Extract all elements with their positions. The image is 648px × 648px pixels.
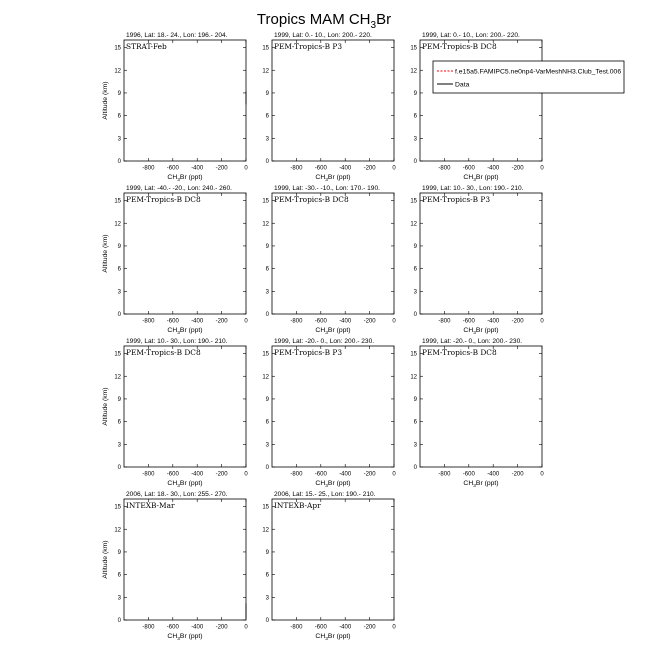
- y-tick-label: 3: [265, 289, 269, 296]
- x-tick-label: -400: [339, 471, 352, 478]
- y-tick-label: 15: [262, 504, 269, 511]
- y-tick-label: 9: [117, 90, 121, 97]
- y-tick-label: 3: [413, 289, 417, 296]
- x-tick-label: -200: [215, 165, 228, 172]
- x-tick-label: -400: [487, 165, 500, 172]
- y-tick-label: 9: [413, 396, 417, 403]
- y-tick-label: 6: [413, 113, 417, 120]
- y-tick-label: 15: [262, 198, 269, 205]
- y-tick-label: 9: [413, 90, 417, 97]
- y-tick-label: 12: [410, 374, 417, 381]
- x-axis-label: $CH_3Br$ (ppt): [315, 327, 351, 336]
- y-tick-label: 0: [413, 159, 417, 165]
- campaign-label: PEM-Tropics-B DC8: [126, 348, 201, 357]
- x-tick-label: -200: [511, 471, 524, 478]
- y-tick-label: 15: [262, 45, 269, 52]
- y-tick-label: 0: [265, 618, 269, 624]
- plot-frame: [272, 40, 394, 161]
- x-tick-label: -600: [462, 471, 475, 478]
- y-tick-label: 3: [117, 442, 121, 449]
- y-tick-label: 3: [265, 136, 269, 143]
- x-axis-label: $CH_3Br$ (ppt): [315, 174, 351, 183]
- x-axis-label: $CH_3Br$ (ppt): [463, 174, 499, 183]
- panel-grid: [102, 32, 544, 642]
- y-axis-label: Altitude (km): [102, 81, 109, 120]
- plot-frame: [272, 346, 394, 467]
- panel-header: 1999, Lat: 10.- 30., Lon: 190.- 210.: [422, 185, 524, 192]
- x-tick-label: -800: [290, 624, 303, 631]
- x-tick-label: -400: [487, 318, 500, 325]
- y-tick-label: 3: [117, 136, 121, 143]
- y-tick-label: 12: [410, 221, 417, 228]
- x-tick-label: -600: [166, 318, 179, 325]
- x-tick-label: -800: [290, 471, 303, 478]
- x-tick-label: -600: [314, 624, 327, 631]
- x-axis-label: $CH_3Br$ (ppt): [315, 633, 351, 642]
- x-tick-label: 0: [392, 318, 396, 325]
- y-tick-label: 9: [117, 396, 121, 403]
- y-tick-label: 3: [413, 442, 417, 449]
- y-tick-label: 0: [265, 312, 269, 318]
- y-tick-label: 15: [262, 351, 269, 358]
- chart-panel: [262, 491, 396, 642]
- y-tick-label: 12: [262, 527, 269, 534]
- x-axis-label: $CH_3Br$ (ppt): [463, 327, 499, 336]
- y-tick-label: 9: [265, 243, 269, 250]
- x-tick-label: -200: [363, 624, 376, 631]
- plot-frame: [124, 193, 246, 314]
- campaign-label: PEM-Tropics-B DC8: [126, 195, 201, 204]
- x-tick-label: -400: [487, 471, 500, 478]
- y-axis-label: Altitude (km): [102, 540, 109, 579]
- x-tick-label: -400: [191, 318, 204, 325]
- y-tick-label: 12: [262, 68, 269, 75]
- campaign-label: PEM-Tropics-B DC8: [422, 348, 497, 357]
- plot-frame: [420, 40, 542, 161]
- panel-header: 1999, Lat: 0.- 10., Lon: 200.- 220.: [422, 32, 520, 39]
- x-tick-label: -400: [339, 165, 352, 172]
- x-tick-label: -800: [142, 624, 155, 631]
- campaign-label: PEM-Tropics-B P3: [274, 42, 343, 51]
- y-tick-label: 3: [117, 289, 121, 296]
- x-tick-label: 0: [540, 318, 544, 325]
- chart-panel: [410, 32, 544, 183]
- x-tick-label: -200: [363, 471, 376, 478]
- chart-panel: [102, 491, 248, 642]
- y-tick-label: 0: [265, 159, 269, 165]
- campaign-label: PEM-Tropics-B DC8: [422, 42, 497, 51]
- y-tick-label: 3: [265, 442, 269, 449]
- y-axis-label: Altitude (km): [102, 234, 109, 273]
- legend: [433, 61, 624, 93]
- figure-title: Tropics MAM $CH_3Br$: [256, 11, 392, 31]
- chart-panel: [102, 185, 248, 336]
- x-tick-label: -800: [438, 318, 451, 325]
- x-tick-label: -800: [290, 318, 303, 325]
- x-tick-label: -400: [339, 318, 352, 325]
- y-tick-label: 15: [114, 504, 121, 511]
- panel-header: 1999, Lat: -30.- -10., Lon: 170.- 190.: [274, 185, 380, 192]
- y-tick-label: 9: [265, 90, 269, 97]
- x-tick-label: -600: [314, 165, 327, 172]
- y-tick-label: 12: [262, 374, 269, 381]
- panel-header: 1996, Lat: 18.- 24., Lon: 196.- 204.: [126, 32, 228, 39]
- x-tick-label: -200: [215, 318, 228, 325]
- plot-frame: [272, 193, 394, 314]
- x-tick-label: -200: [363, 165, 376, 172]
- chart-panel: [410, 185, 544, 336]
- y-tick-label: 6: [265, 113, 269, 120]
- campaign-label: PEM-Tropics-B P3: [422, 195, 491, 204]
- y-tick-label: 0: [117, 159, 121, 165]
- chart-panel: [262, 185, 396, 336]
- x-tick-label: -400: [191, 624, 204, 631]
- x-tick-label: 0: [392, 471, 396, 478]
- plot-frame: [124, 499, 246, 620]
- x-tick-label: 0: [244, 318, 248, 325]
- x-tick-label: -200: [363, 318, 376, 325]
- y-tick-label: 12: [114, 221, 121, 228]
- x-tick-label: -600: [462, 318, 475, 325]
- plot-frame: [124, 346, 246, 467]
- y-tick-label: 15: [410, 351, 417, 358]
- panel-header: 2006, Lat: 15.- 25., Lon: 190.- 210.: [274, 491, 376, 498]
- chart-panel: [262, 32, 396, 183]
- x-tick-label: -600: [166, 471, 179, 478]
- y-tick-label: 0: [413, 312, 417, 318]
- y-tick-label: 6: [117, 419, 121, 426]
- y-tick-label: 6: [265, 572, 269, 579]
- panel-header: 1999, Lat: -20.- 0., Lon: 200.- 230.: [422, 338, 523, 345]
- chart-panel: [410, 338, 544, 489]
- x-tick-label: -800: [142, 165, 155, 172]
- x-tick-label: -600: [462, 165, 475, 172]
- campaign-label: PEM-Tropics-B P3: [274, 348, 343, 357]
- x-tick-label: -800: [290, 165, 303, 172]
- y-tick-label: 0: [117, 618, 121, 624]
- y-tick-label: 6: [413, 266, 417, 273]
- y-tick-label: 6: [117, 572, 121, 579]
- x-tick-label: 0: [540, 165, 544, 172]
- x-tick-label: 0: [244, 624, 248, 631]
- legend-label-data: Data: [455, 81, 470, 89]
- campaign-label: STRAT-Feb: [126, 42, 167, 51]
- x-tick-label: -600: [166, 624, 179, 631]
- x-tick-label: -200: [511, 165, 524, 172]
- y-axis-label: Altitude (km): [102, 387, 109, 426]
- x-tick-label: 0: [244, 471, 248, 478]
- x-tick-label: 0: [392, 165, 396, 172]
- x-tick-label: -400: [339, 624, 352, 631]
- x-tick-label: -600: [166, 165, 179, 172]
- x-tick-label: 0: [244, 165, 248, 172]
- x-tick-label: -800: [142, 318, 155, 325]
- x-tick-label: -600: [314, 318, 327, 325]
- campaign-label: PEM-Tropics-B DC8: [274, 195, 349, 204]
- y-tick-label: 12: [114, 68, 121, 75]
- y-tick-label: 15: [410, 198, 417, 205]
- y-tick-label: 15: [114, 45, 121, 52]
- x-tick-label: -800: [438, 471, 451, 478]
- x-tick-label: -200: [215, 471, 228, 478]
- y-tick-label: 15: [410, 45, 417, 52]
- plot-frame: [272, 499, 394, 620]
- x-tick-label: -600: [314, 471, 327, 478]
- campaign-label: INTEXB-Apr: [274, 501, 321, 510]
- x-axis-label: $CH_3Br$ (ppt): [167, 174, 203, 183]
- x-tick-label: -400: [191, 165, 204, 172]
- y-tick-label: 0: [265, 465, 269, 471]
- x-tick-label: -400: [191, 471, 204, 478]
- x-tick-label: 0: [392, 624, 396, 631]
- y-tick-label: 3: [117, 595, 121, 602]
- y-tick-label: 0: [117, 465, 121, 471]
- y-tick-label: 6: [265, 266, 269, 273]
- panel-header: 1999, Lat: -20.- 0., Lon: 200.- 230.: [274, 338, 375, 345]
- x-axis-label: $CH_3Br$ (ppt): [463, 480, 499, 489]
- panel-header: 1999, Lat: 0.- 10., Lon: 200.- 220.: [274, 32, 372, 39]
- y-tick-label: 6: [117, 266, 121, 273]
- y-tick-label: 12: [262, 221, 269, 228]
- panel-header: 1999, Lat: -40.- -20., Lon: 240.- 260.: [126, 185, 232, 192]
- y-tick-label: 12: [114, 374, 121, 381]
- y-tick-label: 12: [114, 527, 121, 534]
- y-tick-label: 9: [265, 549, 269, 556]
- plot-frame: [420, 346, 542, 467]
- x-axis-label: $CH_3Br$ (ppt): [167, 480, 203, 489]
- plot-frame: [420, 193, 542, 314]
- y-tick-label: 3: [265, 595, 269, 602]
- y-tick-label: 9: [413, 243, 417, 250]
- panel-header: 1999, Lat: 10.- 30., Lon: 190.- 210.: [126, 338, 228, 345]
- x-tick-label: -200: [511, 318, 524, 325]
- x-axis-label: $CH_3Br$ (ppt): [315, 480, 351, 489]
- x-axis-label: $CH_3Br$ (ppt): [167, 327, 203, 336]
- chart-panel: [262, 338, 396, 489]
- y-tick-label: 12: [410, 68, 417, 75]
- y-tick-label: 6: [117, 113, 121, 120]
- chart-panel: [102, 32, 248, 183]
- x-tick-label: 0: [540, 471, 544, 478]
- y-tick-label: 9: [117, 549, 121, 556]
- y-tick-label: 15: [114, 351, 121, 358]
- campaign-label: INTEXB-Mar: [126, 501, 175, 510]
- plot-frame: [124, 40, 246, 161]
- legend-label-model: f.e15a5.FAMIPC5.ne0np4-VarMeshNH3.Club_Test.006: [455, 68, 622, 76]
- x-axis-label: $CH_3Br$ (ppt): [167, 633, 203, 642]
- y-tick-label: 6: [265, 419, 269, 426]
- y-tick-label: 15: [114, 198, 121, 205]
- x-tick-label: -800: [438, 165, 451, 172]
- y-tick-label: 9: [117, 243, 121, 250]
- chart-panel: [102, 338, 248, 489]
- y-tick-label: 3: [413, 136, 417, 143]
- y-tick-label: 0: [413, 465, 417, 471]
- panel-header: 2006, Lat: 18.- 30., Lon: 255.- 270.: [126, 491, 228, 498]
- y-tick-label: 6: [413, 419, 417, 426]
- y-tick-label: 0: [117, 312, 121, 318]
- x-tick-label: -800: [142, 471, 155, 478]
- y-tick-label: 9: [265, 396, 269, 403]
- x-tick-label: -200: [215, 624, 228, 631]
